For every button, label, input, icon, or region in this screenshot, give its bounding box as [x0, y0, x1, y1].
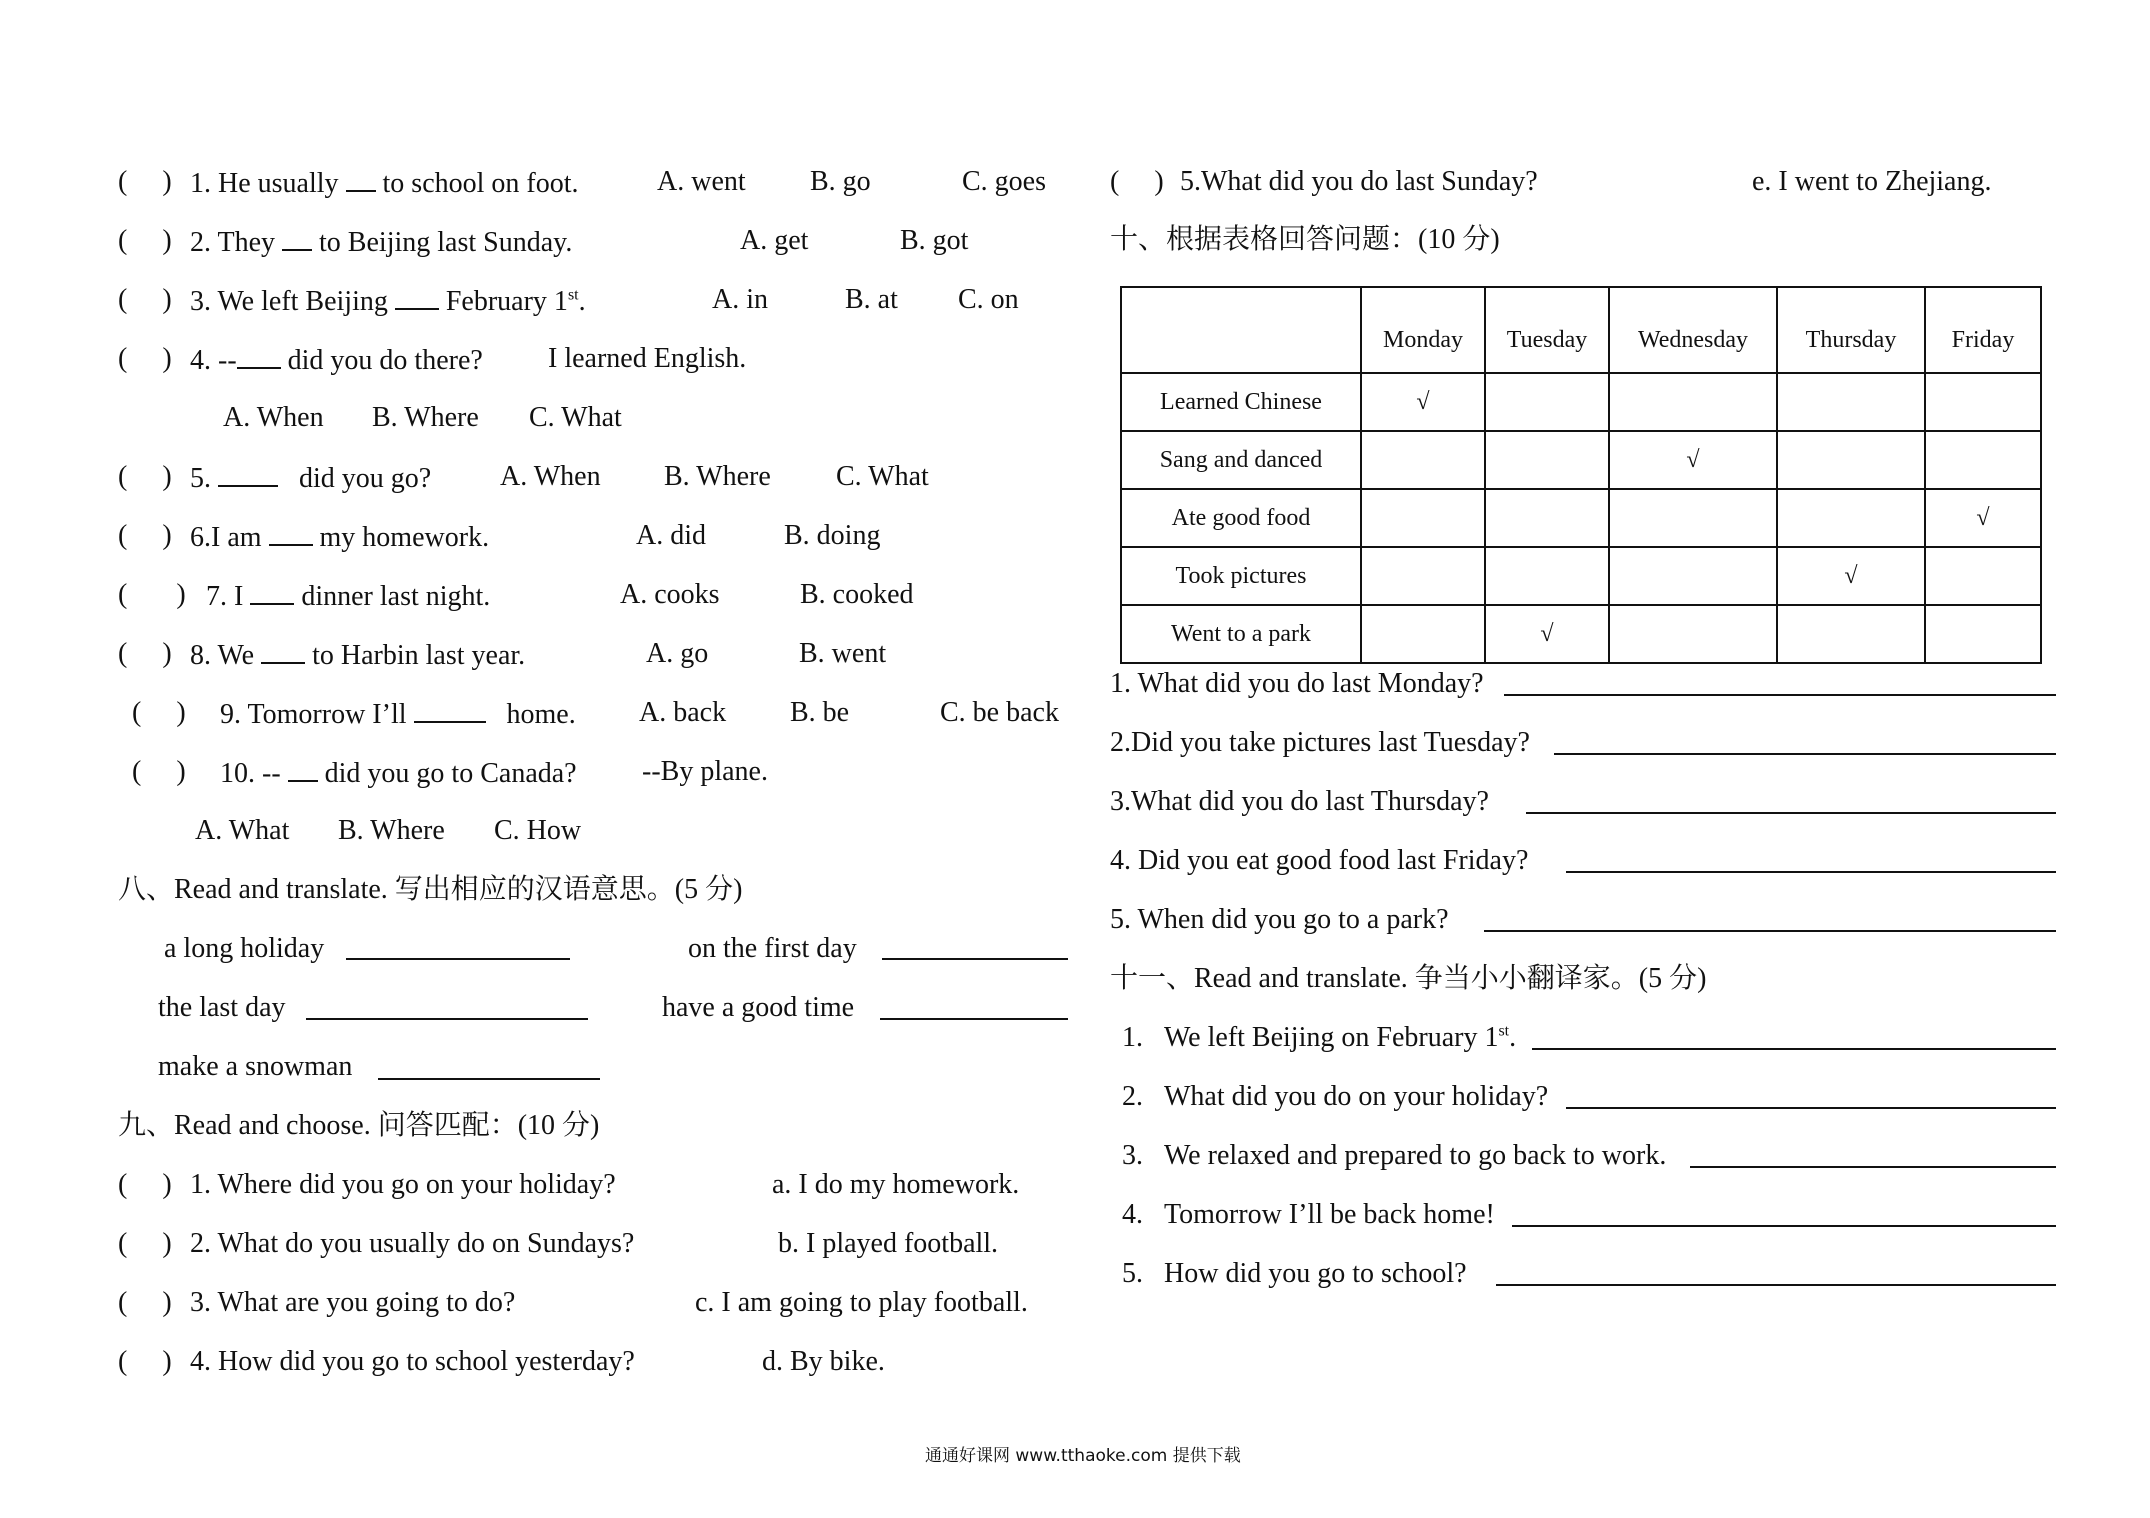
check-mark — [1925, 431, 2041, 489]
check-mark — [1609, 547, 1777, 605]
answer-paren[interactable]: ( ) — [118, 520, 172, 551]
answer-paren[interactable]: ( ) — [118, 638, 172, 669]
answer-line[interactable] — [346, 958, 570, 960]
mc-option: C. What — [836, 461, 929, 492]
mc-question-10: 10. -- did you go to Canada? — [220, 758, 577, 789]
check-mark — [1361, 605, 1485, 663]
mc-option: C. What — [529, 402, 622, 433]
translate-item: 3. We relaxed and prepared to go back to work. — [1122, 1140, 1667, 1171]
mc-option: B. be — [790, 697, 850, 728]
mc-option: A. cooks — [620, 579, 720, 610]
check-mark: √ — [1485, 605, 1609, 663]
mc-option: A. in — [712, 284, 768, 315]
phrase: a long holiday — [164, 933, 325, 964]
mc-option: C. be back — [940, 697, 1059, 728]
check-mark — [1609, 489, 1777, 547]
day-header: Wednesday — [1609, 287, 1777, 373]
phrase: on the first day — [688, 933, 857, 964]
answer-line[interactable] — [378, 1078, 600, 1080]
day-header: Monday — [1361, 287, 1485, 373]
table-question: 2.Did you take pictures last Tuesday? — [1110, 727, 1530, 758]
table-question: 1. What did you do last Monday? — [1110, 668, 1484, 699]
answer-line[interactable] — [1532, 1048, 2056, 1050]
mc-question-4: 4. -- did you do there? — [190, 345, 483, 376]
phrase: the last day — [158, 992, 286, 1023]
table-corner-cell — [1121, 287, 1361, 373]
mc-option: C. on — [958, 284, 1019, 315]
mc-option: B. got — [900, 225, 969, 256]
check-mark — [1485, 489, 1609, 547]
mc-question-3: 3. We left Beijing February 1st. — [190, 286, 586, 317]
match-answer: a. I do my homework. — [772, 1169, 1020, 1200]
mc-question-2: 2. They to Beijing last Sunday. — [190, 227, 573, 258]
table-header-row — [1121, 287, 2041, 373]
answer-line[interactable] — [1526, 812, 2056, 814]
answer-line[interactable] — [306, 1018, 588, 1020]
answer-line[interactable] — [1566, 1107, 2056, 1109]
footer-watermark: 通通好课网 www.tthaoke.com 提供下载 — [925, 1446, 1241, 1466]
match-answer: b. I played football. — [778, 1228, 999, 1259]
check-mark — [1777, 431, 1925, 489]
translate-item: 4. Tomorrow I’ll be back home! — [1122, 1199, 1495, 1230]
answer-paren[interactable]: ( ) — [1110, 166, 1164, 197]
answer-paren[interactable]: ( ) — [132, 697, 186, 728]
answer-paren[interactable]: ( ) — [118, 225, 172, 256]
mc-option: B. Where — [664, 461, 771, 492]
check-mark: √ — [1361, 373, 1485, 431]
table-row — [1121, 373, 2041, 431]
answer-line[interactable] — [1496, 1284, 2056, 1286]
match-answer: d. By bike. — [762, 1346, 885, 1377]
mc-option: A. did — [636, 520, 706, 551]
activity-table — [1120, 286, 2042, 664]
mc-question-7: 7. I dinner last night. — [206, 581, 491, 612]
answer-paren[interactable]: ( ) — [118, 579, 186, 610]
match-question: 2. What do you usually do on Sundays? — [190, 1228, 635, 1259]
check-mark — [1925, 547, 2041, 605]
answer-paren[interactable]: ( ) — [118, 461, 172, 492]
mc-question-8: 8. We to Harbin last year. — [190, 640, 526, 671]
check-mark — [1609, 605, 1777, 663]
check-mark — [1777, 605, 1925, 663]
check-mark: √ — [1925, 489, 2041, 547]
check-mark — [1361, 547, 1485, 605]
mc-option: A. When — [223, 402, 324, 433]
table-row — [1121, 605, 2041, 663]
activity-label: Learned Chinese — [1121, 373, 1361, 431]
day-header: Tuesday — [1485, 287, 1609, 373]
phrase: make a snowman — [158, 1051, 353, 1082]
mc-option: A. go — [646, 638, 709, 669]
mc-option: A. get — [740, 225, 809, 256]
answer-line[interactable] — [1554, 753, 2056, 755]
match-question: 5.What did you do last Sunday? — [1180, 166, 1538, 197]
mc-option: A. What — [195, 815, 290, 846]
day-header: Friday — [1925, 287, 2041, 373]
match-answer: e. I went to Zhejiang. — [1752, 166, 1992, 197]
mc-question-6: 6.I am my homework. — [190, 522, 490, 553]
answer-paren[interactable]: ( ) — [118, 284, 172, 315]
match-answer: c. I am going to play football. — [695, 1287, 1028, 1318]
mc-option: B. go — [810, 166, 871, 197]
mc-option: B. Where — [372, 402, 479, 433]
check-mark — [1777, 373, 1925, 431]
table-question: 5. When did you go to a park? — [1110, 904, 1449, 935]
answer-paren[interactable]: ( ) — [118, 166, 172, 197]
phrase: have a good time — [662, 992, 855, 1023]
answer-line[interactable] — [1690, 1166, 2056, 1168]
answer-line[interactable] — [882, 958, 1068, 960]
match-question: 3. What are you going to do? — [190, 1287, 516, 1318]
match-question: 1. Where did you go on your holiday? — [190, 1169, 616, 1200]
activity-label: Took pictures — [1121, 547, 1361, 605]
activity-label: Went to a park — [1121, 605, 1361, 663]
table-row — [1121, 489, 2041, 547]
check-mark — [1361, 489, 1485, 547]
table-question: 4. Did you eat good food last Friday? — [1110, 845, 1529, 876]
section-10-title: 十、根据表格回答问题：(10 分) — [1110, 224, 1500, 255]
translate-item: 5. How did you go to school? — [1122, 1258, 1467, 1289]
mc-option: C. goes — [962, 166, 1046, 197]
check-mark — [1777, 489, 1925, 547]
check-mark — [1485, 373, 1609, 431]
mc-option: B. at — [845, 284, 898, 315]
check-mark: √ — [1777, 547, 1925, 605]
answer-paren[interactable]: ( ) — [118, 1346, 172, 1377]
day-header: Thursday — [1777, 287, 1925, 373]
mc-option: A. back — [639, 697, 727, 728]
answer-line[interactable] — [1504, 694, 2056, 696]
answer-paren[interactable]: ( ) — [118, 1228, 172, 1259]
mc-option: B. cooked — [800, 579, 914, 610]
section-8-title: 八、Read and translate. 写出相应的汉语意思。(5 分) — [118, 874, 743, 905]
activity-label: Sang and danced — [1121, 431, 1361, 489]
mc-question-1: 1. He usually to school on foot. — [190, 168, 579, 199]
table-row — [1121, 547, 2041, 605]
answer-paren[interactable]: ( ) — [118, 343, 172, 374]
check-mark — [1485, 547, 1609, 605]
answer-paren[interactable]: ( ) — [118, 1287, 172, 1318]
mc-option: B. Where — [338, 815, 445, 846]
check-mark — [1925, 373, 2041, 431]
mc-option: B. went — [799, 638, 887, 669]
match-question: 4. How did you go to school yesterday? — [190, 1346, 635, 1377]
table-row — [1121, 431, 2041, 489]
mc-option: C. How — [494, 815, 582, 846]
answer-paren[interactable]: ( ) — [132, 756, 186, 787]
section-11-title: 十一、Read and translate. 争当小小翻译家。(5 分) — [1110, 963, 1707, 994]
check-mark — [1485, 431, 1609, 489]
check-mark — [1609, 373, 1777, 431]
mc-question-5: 5. did you go? — [190, 463, 432, 494]
check-mark — [1925, 605, 2041, 663]
mc-question-9: 9. Tomorrow I’ll home. — [220, 699, 576, 730]
section-9-title: 九、Read and choose. 问答匹配：(10 分) — [118, 1110, 600, 1141]
check-mark: √ — [1609, 431, 1777, 489]
mc-option: A. went — [657, 166, 746, 197]
answer-line[interactable] — [880, 1018, 1068, 1020]
answer-line[interactable] — [1484, 930, 2056, 932]
table-question: 3.What did you do last Thursday? — [1110, 786, 1489, 817]
answer-paren[interactable]: ( ) — [118, 1169, 172, 1200]
mc-option: A. When — [500, 461, 601, 492]
answer-line[interactable] — [1566, 871, 2056, 873]
mc-answer-text: --By plane. — [642, 756, 768, 787]
translate-item: 1. We left Beijing on February 1st. — [1122, 1022, 1517, 1053]
answer-line[interactable] — [1512, 1225, 2056, 1227]
activity-label: Ate good food — [1121, 489, 1361, 547]
translate-item: 2. What did you do on your holiday? — [1122, 1081, 1549, 1112]
check-mark — [1361, 431, 1485, 489]
mc-option: B. doing — [784, 520, 881, 551]
mc-answer-text: I learned English. — [548, 343, 747, 374]
